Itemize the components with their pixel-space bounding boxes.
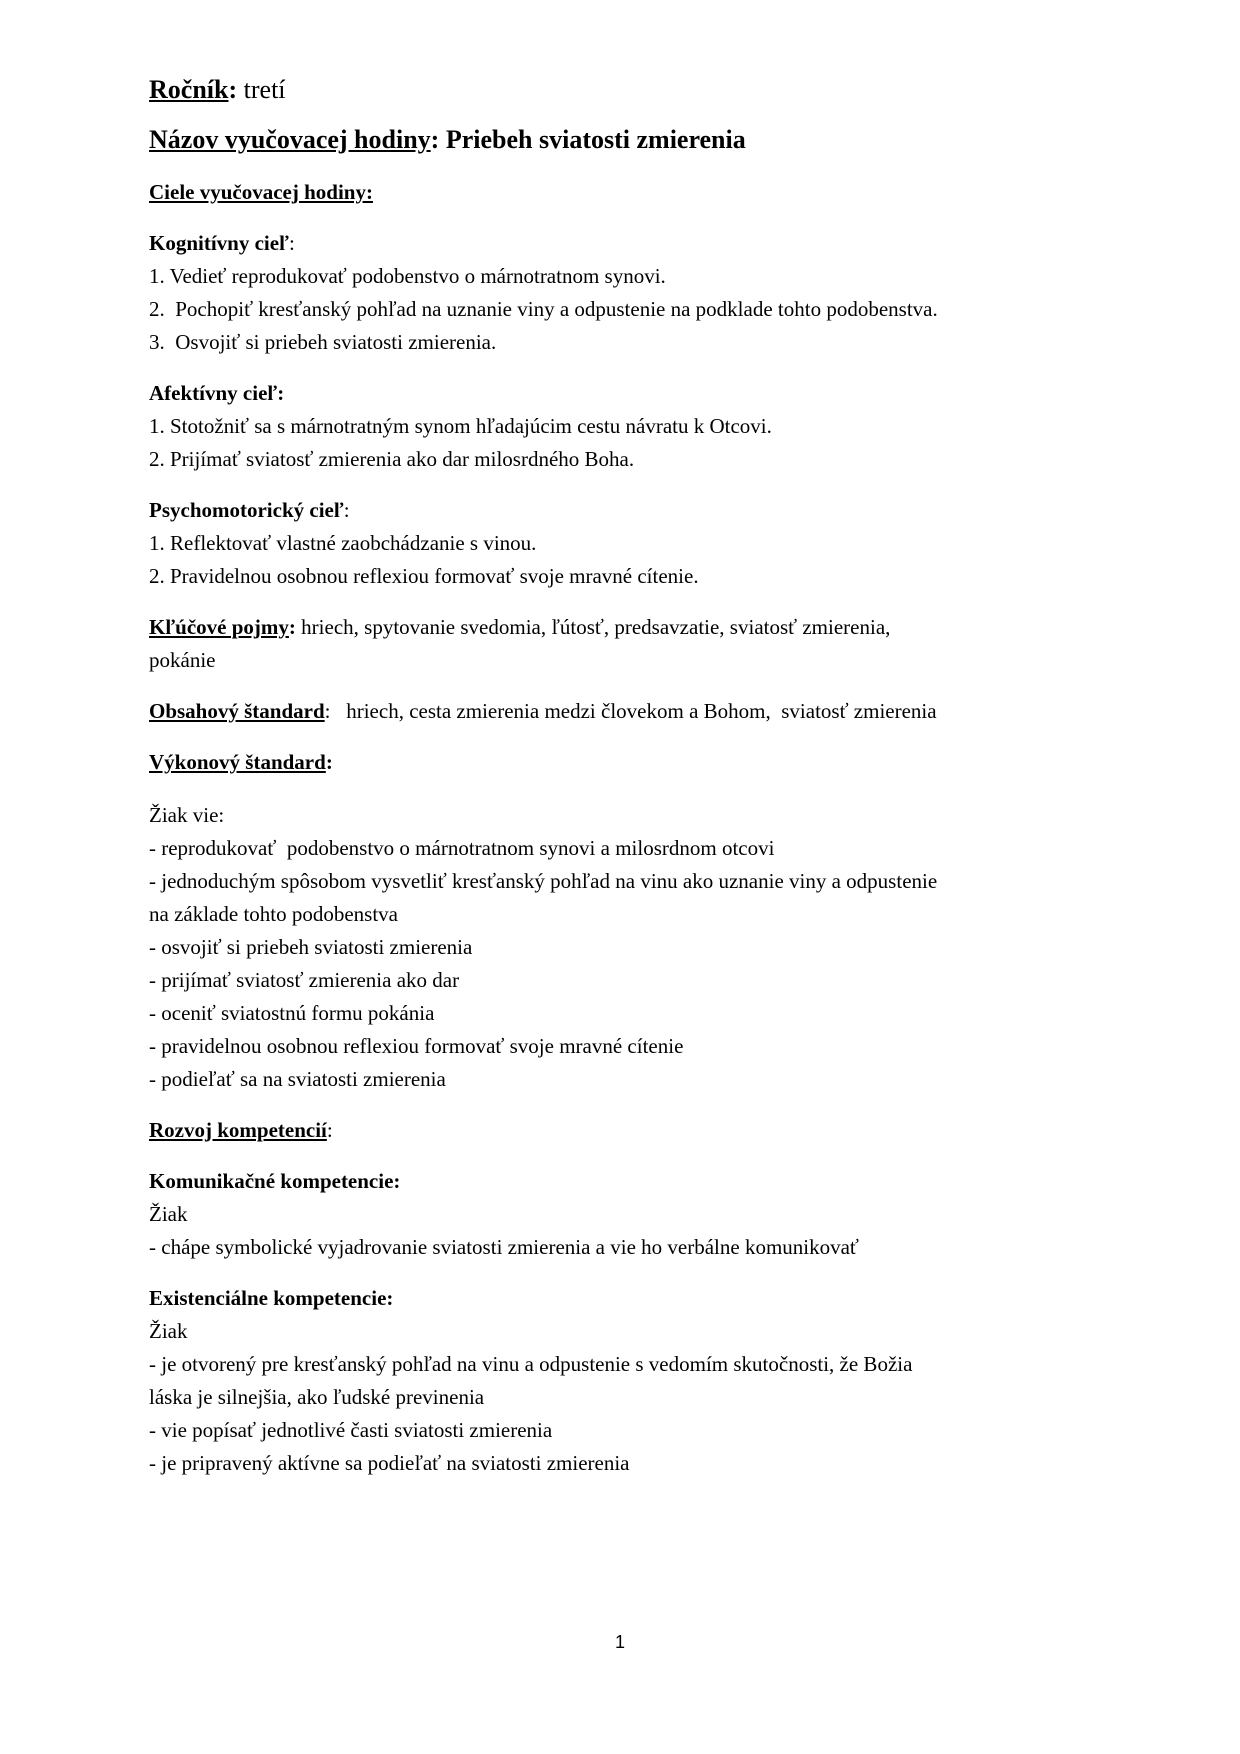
performance-standard-colon: : (325, 750, 333, 774)
list-item: - oceniť sviatostnú formu pokánia (149, 1001, 435, 1025)
communication-competencies-section (149, 1165, 1109, 1264)
communication-competencies-label: Komunikačné kompetencie: (149, 1169, 401, 1193)
list-item: 1. Stotožniť sa s márnotratným synom hľadajúcim cestu návratu k Otcovi. (149, 414, 772, 438)
existential-competencies-section (149, 1282, 1109, 1480)
content-standard-value: hriech, cesta zmierenia medzi človekom a Bohom, sviatosť zmierenia (330, 699, 937, 723)
lesson-title-value: Priebeh sviatosti zmierenia (439, 125, 746, 154)
key-terms-label: Kľúčové pojmy (149, 615, 289, 639)
key-terms-value: hriech, spytovanie svedomia, ľútosť, predsavzatie, sviatosť zmierenia, (295, 615, 891, 639)
key-terms-line (149, 611, 1109, 644)
document-page (149, 70, 1109, 1480)
list-item: - je otvorený pre kresťanský pohľad na vinu a odpustenie s vedomím skutočnosti, že Božia (149, 1352, 913, 1376)
list-item: 2. Pochopiť kresťanský pohľad na uznanie viny a odpustenie na podklade tohto podobenstva. (149, 297, 938, 321)
performance-standard-heading (149, 746, 1109, 779)
cognitive-goal-heading (149, 227, 1109, 260)
psychomotor-goal-heading (149, 494, 1109, 527)
list-item: - vie popísať jednotlivé časti sviatosti zmierenia (149, 1418, 553, 1442)
lesson-title-label: Názov vyučovacej hodiny (149, 125, 431, 154)
list-item: 3. Osvojiť si priebeh sviatosti zmierenia. (149, 330, 497, 354)
existential-competencies-label: Existenciálne kompetencie: (149, 1286, 394, 1310)
key-terms-value-cont: pokánie (149, 648, 216, 672)
cognitive-goal-section (149, 227, 1109, 359)
list-item: - chápe symbolické vyjadrovanie sviatosti zmierenia a vie ho verbálne komunikovať (149, 1235, 859, 1259)
list-item: 2. Prijímať sviatosť zmierenia ako dar milosrdného Boha. (149, 447, 635, 471)
goals-heading: Ciele vyučovacej hodiny: (149, 180, 373, 204)
list-item: 1. Reflektovať vlastné zaobchádzanie s vinou. (149, 531, 537, 555)
list-item: - je pripravený aktívne sa podieľať na sviatosti zmierenia (149, 1451, 630, 1475)
content-standard-line (149, 695, 1109, 728)
psychomotor-goal-label: Psychomotorický cieľ (149, 498, 344, 522)
performance-standard-label: Výkonový štandard (149, 750, 326, 774)
competencies-label: Rozvoj kompetencií (149, 1118, 327, 1142)
grade-line (149, 70, 1109, 110)
competencies-heading (149, 1114, 1109, 1147)
key-terms-section (149, 611, 1109, 677)
affective-goal-section (149, 377, 1109, 476)
grade-colon: : (228, 75, 238, 104)
lesson-title-colon: : (430, 125, 440, 154)
list-item: - podieľať sa na sviatosti zmierenia (149, 1067, 446, 1091)
cognitive-goal-label: Kognitívny cieľ (149, 231, 289, 255)
grade-value: tretí (237, 75, 286, 104)
cognitive-goal-colon: : (288, 231, 295, 255)
grade-label: Ročník (149, 75, 229, 104)
performance-standard-list (149, 799, 1109, 1096)
list-item: - jednoduchým spôsobom vysvetliť kresťanský pohľad na vinu ako uznanie viny a odpustenie (149, 869, 938, 893)
existential-competencies-intro: Žiak (149, 1319, 188, 1343)
psychomotor-goal-colon: : (343, 498, 350, 522)
content-standard-colon: : (324, 699, 331, 723)
list-item: - pravidelnou osobnou reflexiou formovať svoje mravné cítenie (149, 1034, 684, 1058)
competencies-colon: : (326, 1118, 333, 1142)
key-terms-colon: : (288, 615, 296, 639)
list-item: - prijímať sviatosť zmierenia ako dar (149, 968, 460, 992)
list-item: 1. Vedieť reprodukovať podobenstvo o márnotratnom synovi. (149, 264, 666, 288)
page-number: 1 (614, 1632, 625, 1652)
list-item: - reprodukovať podobenstvo o márnotratnom synovi a milosrdnom otcovi (149, 836, 775, 860)
list-item: - osvojiť si priebeh sviatosti zmierenia (149, 935, 473, 959)
affective-goal-label: Afektívny cieľ: (149, 381, 285, 405)
communication-competencies-intro: Žiak (149, 1202, 188, 1226)
content-standard-label: Obsahový štandard (149, 699, 325, 723)
lesson-title-line (149, 120, 1109, 160)
performance-standard-intro: Žiak vie: (149, 803, 225, 827)
list-item: 2. Pravidelnou osobnou reflexiou formovať svoje mravné cítenie. (149, 564, 699, 588)
psychomotor-goal-section (149, 494, 1109, 593)
list-item: na základe tohto podobenstva (149, 902, 399, 926)
list-item: láska je silnejšia, ako ľudské previnenia (149, 1385, 485, 1409)
